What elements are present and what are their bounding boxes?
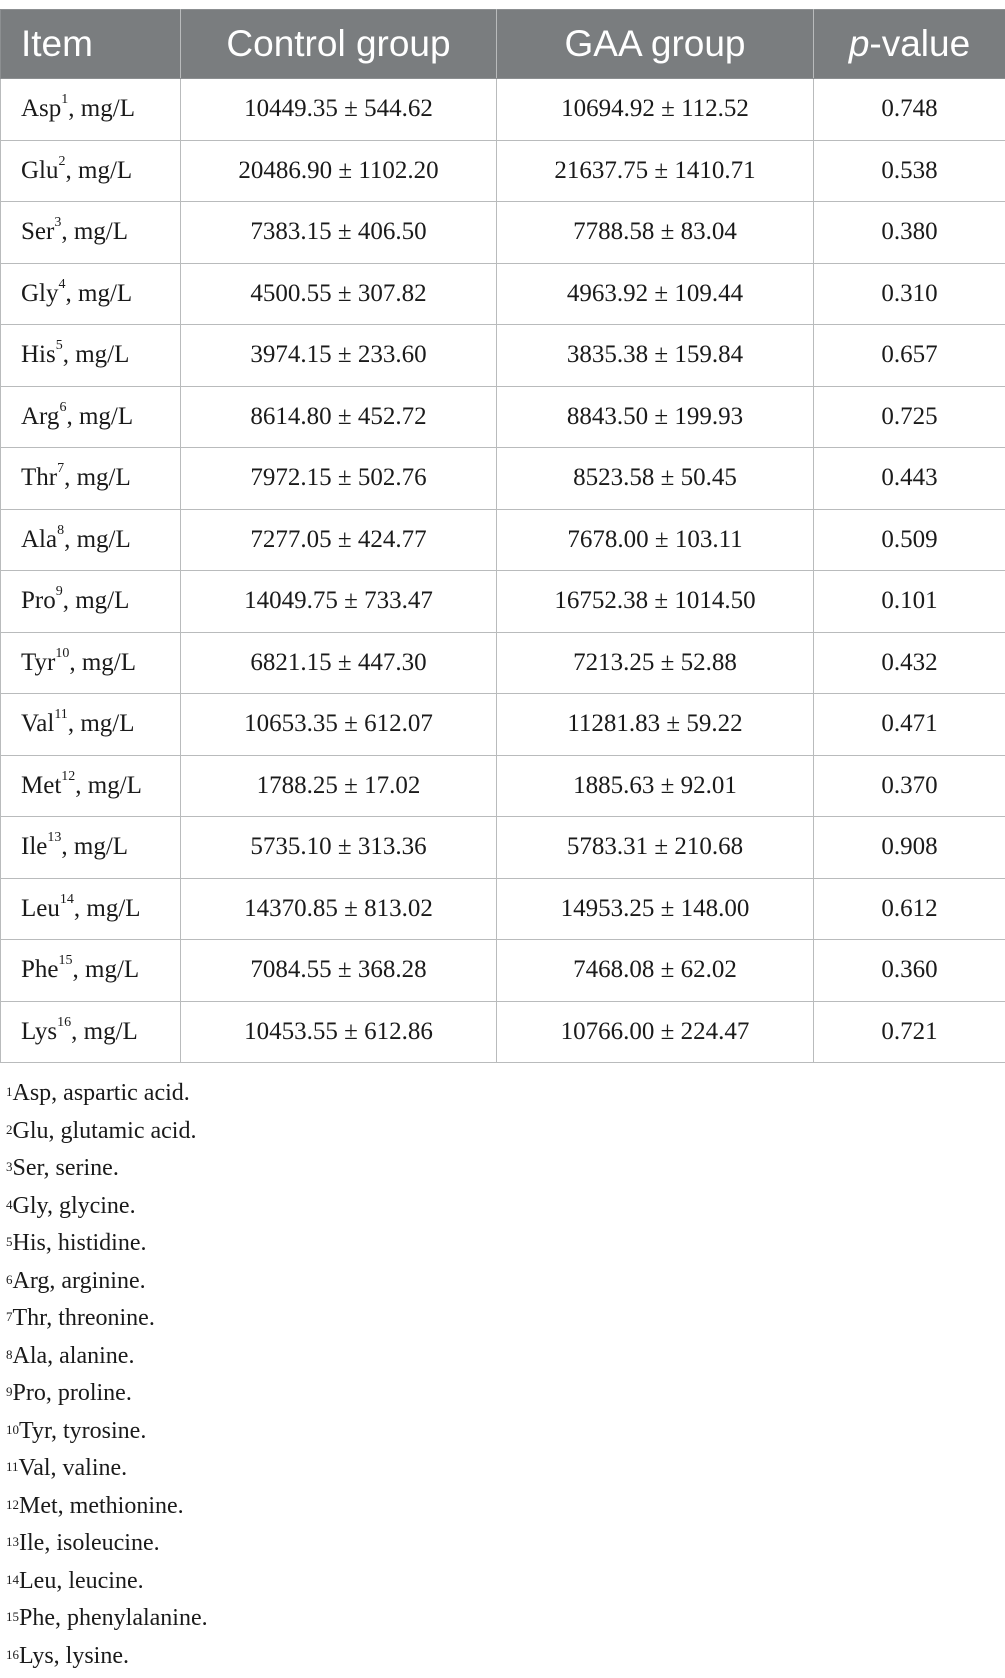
footnote (6, 1413, 208, 1451)
item-footnote-marker: 5 (55, 338, 63, 354)
table-row (1, 448, 1005, 510)
item-name: Lys (21, 1017, 58, 1045)
cell-control-group: 20486.90 ± 1102.20 (181, 140, 497, 202)
cell-p-value: 0.360 (814, 940, 1005, 1002)
footnote (6, 1300, 208, 1338)
cell-control-group: 7277.05 ± 424.77 (181, 509, 497, 571)
cell-item (1, 325, 181, 387)
item-name: Val (21, 710, 55, 738)
cell-p-value: 0.509 (814, 509, 1005, 571)
cell-control-group: 7383.15 ± 406.50 (181, 202, 497, 264)
item-name: Phe (21, 956, 59, 984)
cell-p-value: 0.370 (814, 755, 1005, 817)
footnote-text: Val, valine. (18, 1455, 128, 1481)
cell-control-group: 6821.15 ± 447.30 (181, 632, 497, 694)
header-p-rest: -value (869, 23, 971, 64)
table-row (1, 509, 1005, 571)
item-footnote-marker: 10 (55, 645, 70, 661)
cell-p-value: 0.471 (814, 694, 1005, 756)
footnotes (6, 1075, 208, 1675)
footnote-marker: 6 (6, 1271, 13, 1287)
footnote-marker: 13 (6, 1534, 19, 1549)
footnote-text: Glu, glutamic acid. (12, 1117, 197, 1144)
table-body (1, 79, 1005, 1063)
footnote-text: Thr, threonine. (12, 1305, 155, 1331)
item-footnote-marker: 6 (59, 399, 67, 415)
footnote (6, 1338, 208, 1376)
item-name: Pro (21, 587, 56, 615)
cell-control-group: 4500.55 ± 307.82 (181, 263, 497, 325)
item-name: Glu (21, 156, 59, 184)
footnote-marker: 11 (6, 1459, 19, 1474)
footnote-text: Lys, lysine. (19, 1642, 130, 1669)
item-name: Gly (21, 279, 59, 307)
item-footnote-marker: 14 (59, 891, 74, 907)
footnote (6, 1525, 208, 1563)
footnote-marker: 3 (6, 1159, 13, 1174)
table-row (1, 1001, 1005, 1063)
footnote-text: Phe, phenylalanine. (19, 1605, 208, 1631)
cell-p-value: 0.908 (814, 817, 1005, 879)
cell-control-group: 10453.55 ± 612.86 (181, 1001, 497, 1063)
table-row (1, 263, 1005, 325)
cell-p-value: 0.657 (814, 325, 1005, 387)
cell-item (1, 263, 181, 325)
item-footnote-marker: 1 (61, 92, 69, 108)
cell-control-group: 8614.80 ± 452.72 (181, 386, 497, 448)
item-name: Asp (21, 95, 62, 123)
footnote-text: Met, methionine. (19, 1492, 184, 1519)
footnote (6, 1488, 208, 1526)
footnote (6, 1113, 208, 1151)
item-name: Ile (21, 833, 48, 861)
cell-control-group: 7972.15 ± 502.76 (181, 448, 497, 510)
item-name: Thr (21, 464, 58, 492)
cell-control-group: 14370.85 ± 813.02 (181, 878, 497, 940)
footnote-text: Tyr, tyrosine. (19, 1417, 147, 1444)
table-row (1, 878, 1005, 940)
footnote-text: Ser, serine. (12, 1155, 119, 1181)
cell-gaa-group: 16752.38 ± 1014.50 (497, 571, 814, 633)
header-gaa-group: GAA group (497, 10, 814, 79)
table-row (1, 694, 1005, 756)
table-row (1, 325, 1005, 387)
cell-item (1, 755, 181, 817)
footnote-text: Ala, alanine. (12, 1342, 135, 1369)
item-unit: , mg/L (72, 956, 140, 984)
footnote (6, 1225, 208, 1263)
cell-gaa-group: 3835.38 ± 159.84 (497, 325, 814, 387)
cell-item (1, 817, 181, 879)
table-row (1, 940, 1005, 1002)
cell-gaa-group: 8843.50 ± 199.93 (497, 386, 814, 448)
cell-item (1, 140, 181, 202)
footnote-marker: 15 (6, 1609, 19, 1624)
item-unit: , mg/L (67, 710, 135, 738)
cell-item (1, 571, 181, 633)
cell-item (1, 509, 181, 571)
footnote-text: Leu, leucine. (19, 1567, 144, 1594)
item-footnote-marker: 2 (58, 153, 66, 169)
cell-gaa-group: 11281.83 ± 59.22 (497, 694, 814, 756)
cell-p-value: 0.748 (814, 79, 1005, 141)
footnote-marker: 8 (6, 1346, 13, 1362)
table-row (1, 386, 1005, 448)
table-header (1, 10, 1005, 79)
item-footnote-marker: 4 (58, 276, 66, 292)
item-unit: , mg/L (62, 587, 130, 615)
cell-item (1, 202, 181, 264)
cell-gaa-group: 14953.25 ± 148.00 (497, 878, 814, 940)
cell-control-group: 10449.35 ± 544.62 (181, 79, 497, 141)
cell-control-group: 3974.15 ± 233.60 (181, 325, 497, 387)
cell-control-group: 5735.10 ± 313.36 (181, 817, 497, 879)
header-row (1, 10, 1005, 79)
cell-p-value: 0.101 (814, 571, 1005, 633)
footnote-marker: 10 (6, 1421, 19, 1437)
item-unit: , mg/L (62, 341, 130, 369)
cell-p-value: 0.612 (814, 878, 1005, 940)
amino-acid-table (0, 9, 1005, 1063)
item-footnote-marker: 12 (61, 768, 76, 784)
cell-p-value: 0.721 (814, 1001, 1005, 1063)
footnote-text: Gly, glycine. (12, 1192, 136, 1219)
item-unit: , mg/L (71, 1017, 138, 1045)
footnote-marker: 9 (6, 1384, 13, 1399)
cell-gaa-group: 7213.25 ± 52.88 (497, 632, 814, 694)
cell-gaa-group: 5783.31 ± 210.68 (497, 817, 814, 879)
cell-gaa-group: 10766.00 ± 224.47 (497, 1001, 814, 1063)
item-name: Ala (21, 525, 58, 553)
footnote-marker: 1 (6, 1084, 13, 1099)
item-unit: , mg/L (69, 648, 137, 676)
footnote-marker: 5 (6, 1234, 13, 1249)
item-footnote-marker: 13 (47, 830, 62, 846)
footnote (6, 1150, 208, 1188)
item-footnote-marker: 8 (57, 522, 65, 538)
header-p-italic: p (848, 23, 870, 64)
cell-gaa-group: 8523.58 ± 50.45 (497, 448, 814, 510)
item-footnote-marker: 16 (57, 1014, 72, 1030)
footnote (6, 1600, 208, 1638)
cell-gaa-group: 1885.63 ± 92.01 (497, 755, 814, 817)
cell-gaa-group: 21637.75 ± 1410.71 (497, 140, 814, 202)
header-control-group: Control group (181, 10, 497, 79)
footnote-marker: 2 (6, 1121, 13, 1137)
cell-control-group: 1788.25 ± 17.02 (181, 755, 497, 817)
footnote (6, 1563, 208, 1601)
item-unit: , mg/L (64, 464, 131, 492)
item-footnote-marker: 7 (57, 461, 65, 477)
item-name: Tyr (21, 648, 56, 676)
footnote-text: Arg, arginine. (12, 1267, 146, 1294)
cell-item (1, 386, 181, 448)
footnote-text: Asp, aspartic acid. (12, 1080, 190, 1106)
cell-gaa-group: 7468.08 ± 62.02 (497, 940, 814, 1002)
footnote (6, 1450, 208, 1488)
cell-control-group: 7084.55 ± 368.28 (181, 940, 497, 1002)
item-name: Leu (21, 894, 60, 922)
table-row (1, 571, 1005, 633)
item-footnote-marker: 9 (55, 584, 63, 600)
cell-control-group: 14049.75 ± 733.47 (181, 571, 497, 633)
footnote (6, 1075, 208, 1113)
item-name: Ser (21, 218, 55, 246)
cell-gaa-group: 10694.92 ± 112.52 (497, 79, 814, 141)
cell-p-value: 0.443 (814, 448, 1005, 510)
item-name: Met (21, 771, 62, 799)
cell-item (1, 79, 181, 141)
amino-acid-table-container (0, 9, 1005, 1063)
cell-item (1, 448, 181, 510)
item-unit: , mg/L (75, 771, 142, 799)
footnote (6, 1188, 208, 1226)
cell-item (1, 878, 181, 940)
cell-p-value: 0.538 (814, 140, 1005, 202)
footnote-marker: 16 (6, 1646, 19, 1662)
item-unit: , mg/L (61, 833, 129, 861)
table-row (1, 817, 1005, 879)
table-row (1, 140, 1005, 202)
table-row (1, 632, 1005, 694)
item-unit: , mg/L (65, 279, 133, 307)
cell-gaa-group: 7788.58 ± 83.04 (497, 202, 814, 264)
cell-p-value: 0.432 (814, 632, 1005, 694)
table-row (1, 79, 1005, 141)
item-unit: , mg/L (64, 525, 131, 553)
footnote-marker: 7 (6, 1309, 13, 1324)
footnote-marker: 4 (6, 1196, 13, 1212)
header-item: Item (1, 10, 181, 79)
footnote-text: His, histidine. (12, 1230, 147, 1256)
footnote (6, 1263, 208, 1301)
item-unit: , mg/L (68, 95, 135, 123)
footnote (6, 1638, 208, 1676)
footnote (6, 1375, 208, 1413)
item-name: His (21, 341, 56, 369)
cell-gaa-group: 7678.00 ± 103.11 (497, 509, 814, 571)
item-footnote-marker: 11 (54, 707, 68, 723)
item-footnote-marker: 15 (58, 953, 73, 969)
footnote-text: Pro, proline. (12, 1380, 132, 1406)
header-p-value (814, 10, 1005, 79)
footnote-marker: 12 (6, 1496, 19, 1512)
item-unit: , mg/L (73, 894, 141, 922)
cell-item (1, 940, 181, 1002)
cell-gaa-group: 4963.92 ± 109.44 (497, 263, 814, 325)
table-row (1, 755, 1005, 817)
item-unit: , mg/L (65, 156, 133, 184)
cell-p-value: 0.725 (814, 386, 1005, 448)
item-unit: , mg/L (66, 402, 134, 430)
cell-item (1, 632, 181, 694)
item-unit: , mg/L (61, 218, 128, 246)
footnote-text: Ile, isoleucine. (19, 1530, 160, 1556)
item-name: Arg (21, 402, 60, 430)
cell-p-value: 0.310 (814, 263, 1005, 325)
cell-p-value: 0.380 (814, 202, 1005, 264)
cell-item (1, 1001, 181, 1063)
cell-item (1, 694, 181, 756)
cell-control-group: 10653.35 ± 612.07 (181, 694, 497, 756)
item-footnote-marker: 3 (54, 215, 62, 231)
footnote-marker: 14 (6, 1571, 19, 1587)
table-row (1, 202, 1005, 264)
